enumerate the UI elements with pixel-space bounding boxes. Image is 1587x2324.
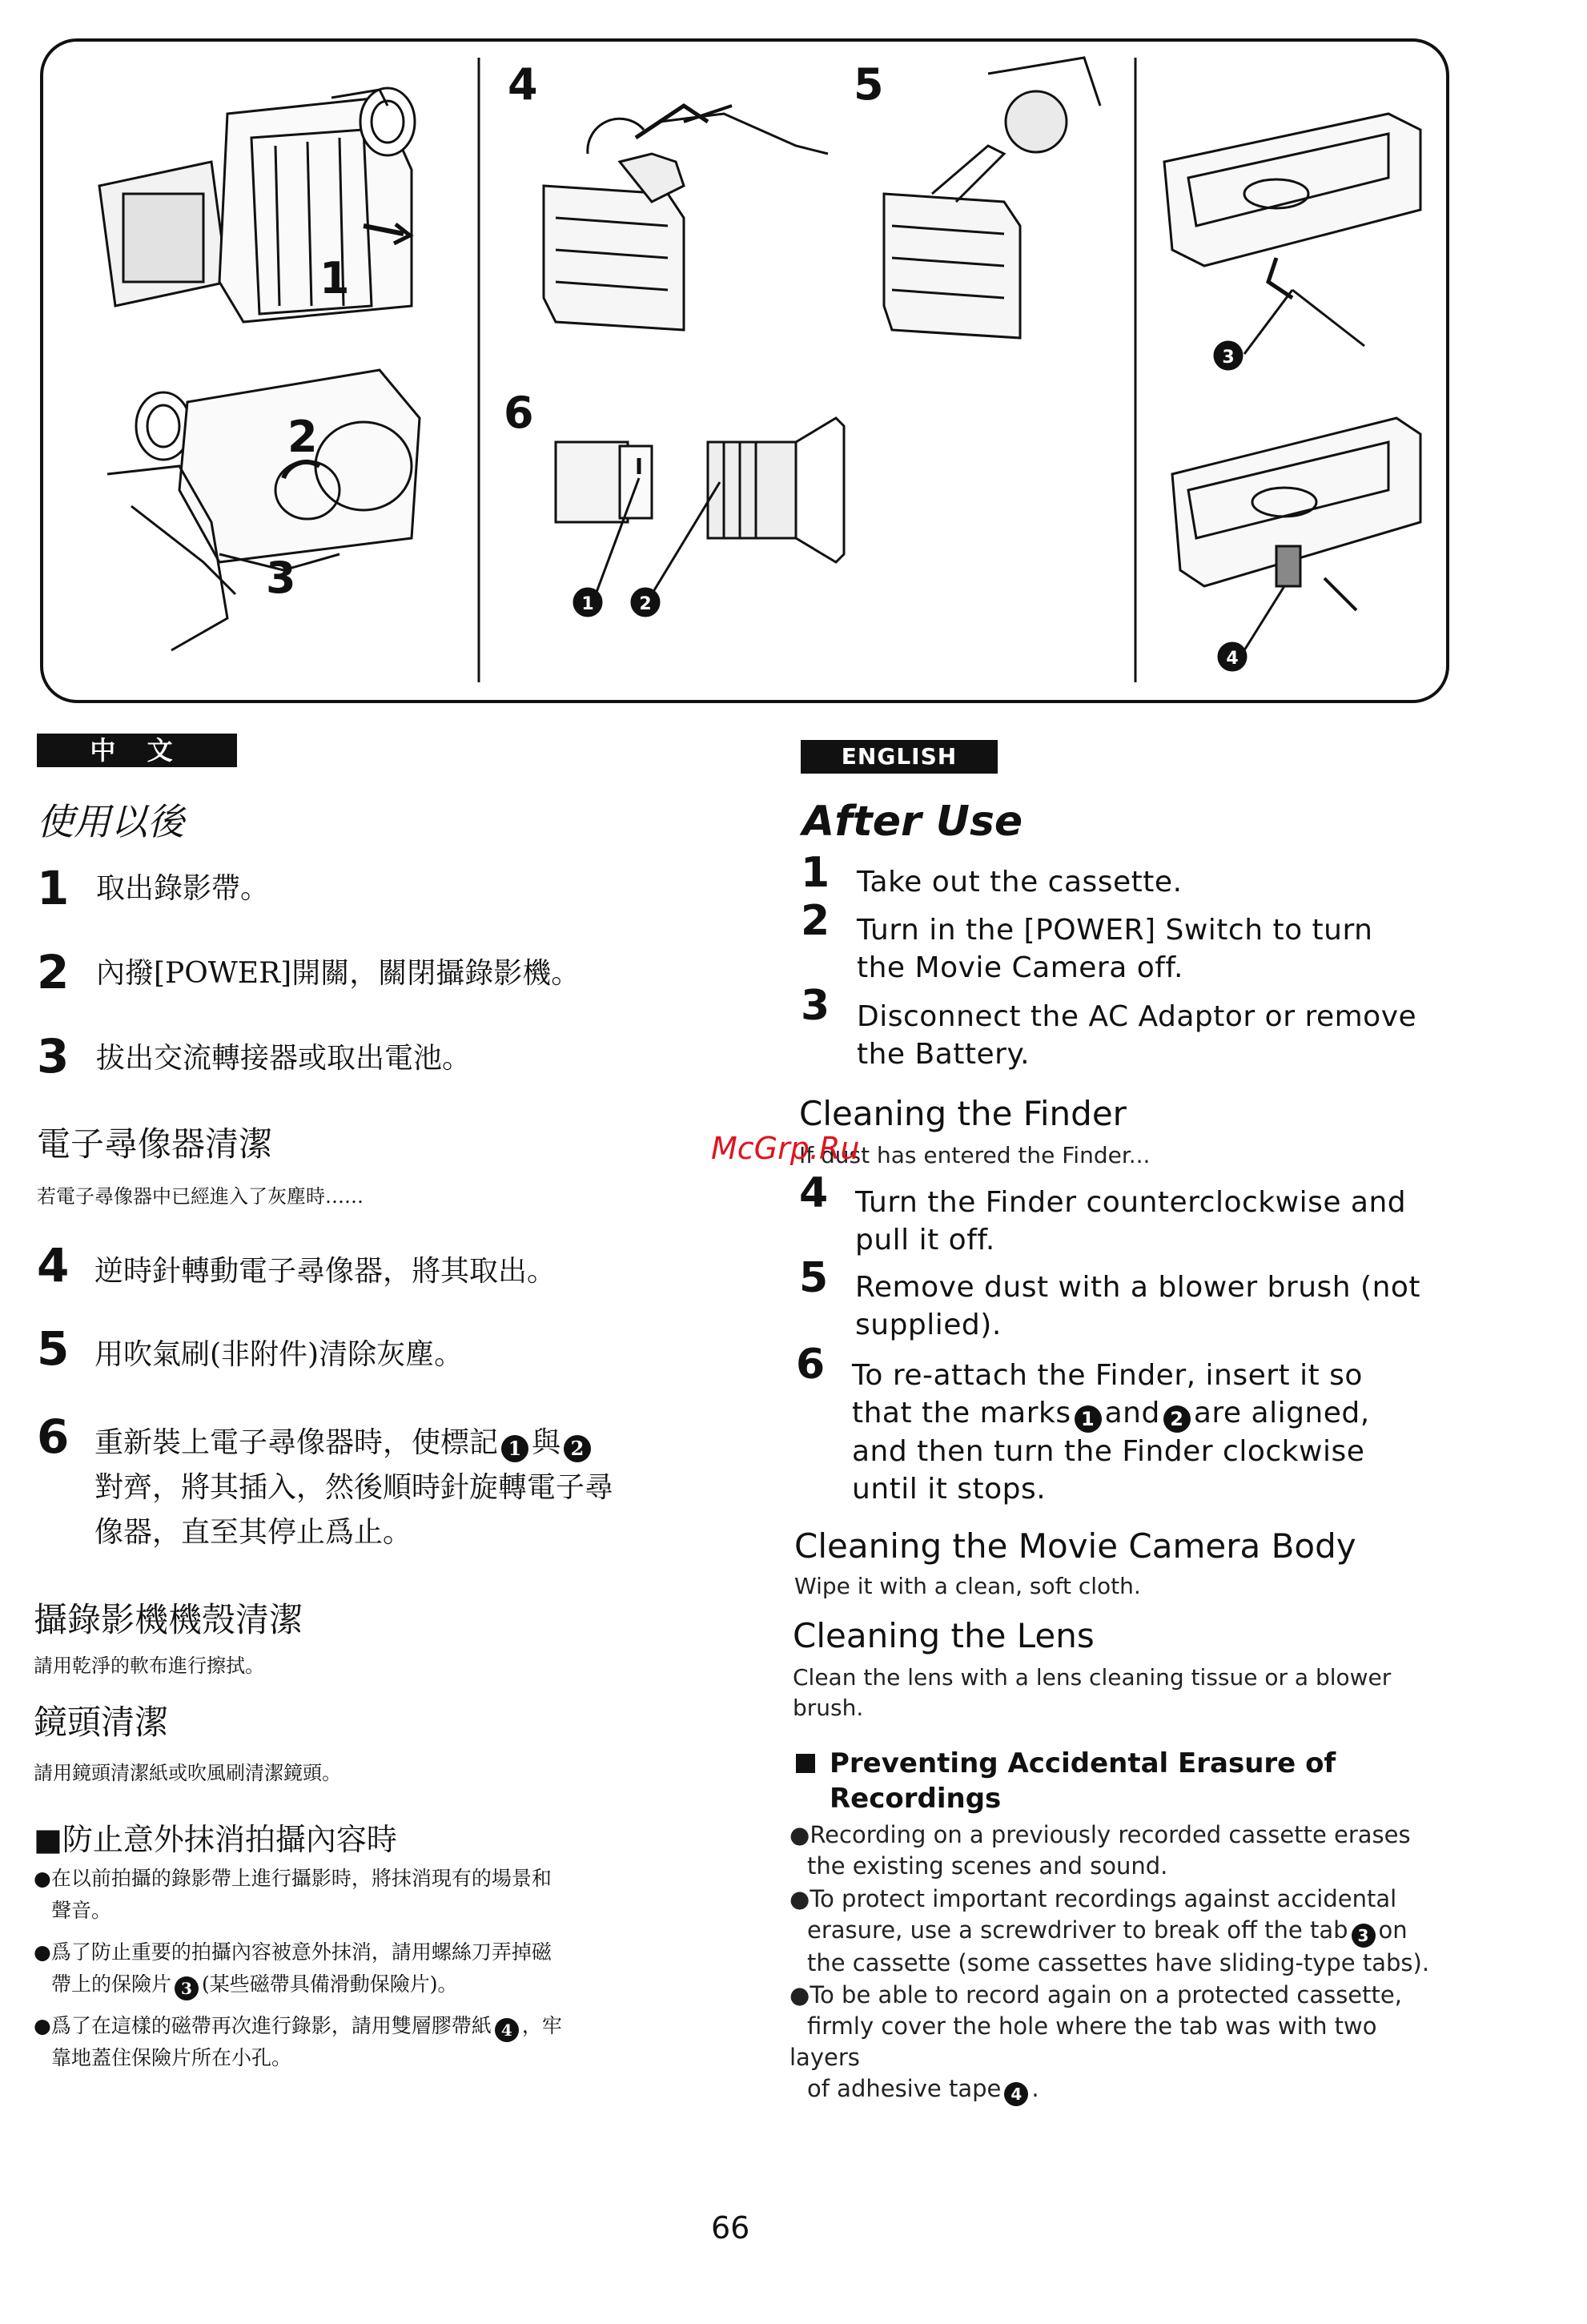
zh-finder-cleaning-title: 電子尋像器清潔 <box>37 1124 273 1164</box>
chinese-language-badge: 中 文 <box>37 734 237 767</box>
cassette-tab-illustration <box>1164 114 1420 369</box>
en-bullet-item: ●To protect important recordings against accidental erasure, use a screwdriver to break off the tab 3 on the cassette (some cassettes have sliding-type tabs). <box>789 1885 1430 1976</box>
en-body-cleaning-text: Wipe it with a clean, soft cloth. <box>794 1573 1141 1599</box>
en-body-cleaning-title: Cleaning the Movie Camera Body <box>794 1526 1356 1566</box>
figure-step-1: 1 <box>319 253 350 304</box>
zh-step-number: 2 <box>37 945 70 999</box>
finder-parts-illustration <box>556 418 844 616</box>
en-step-number: 6 <box>796 1341 826 1389</box>
en-step-text: Remove dust with a blower brush (not supplied). <box>855 1271 1421 1341</box>
en-bullet-item: ●Recording on a previously recorded cassette erases the existing scenes and sound. <box>789 1821 1411 1880</box>
watermark: McGrp.Ru <box>711 1131 860 1166</box>
zh-step-number: 6 <box>37 1409 70 1464</box>
cassette-tape-illustration <box>1172 418 1420 670</box>
page-number: 66 <box>711 2210 750 2246</box>
zh-bullet-item: ●在以前拍攝的錄影帶上進行攝影時，將抹消現有的場景和 聲音。 <box>34 1867 552 1922</box>
en-step-text: Turn the Finder counterclockwise and pull it off. <box>855 1186 1407 1256</box>
mark-1-icon: 1 <box>1075 1405 1102 1433</box>
zh-step-number: 1 <box>37 861 70 915</box>
figure-step-2: 2 <box>287 412 318 462</box>
zh-step-number: 3 <box>37 1029 70 1084</box>
en-step-text: Disconnect the AC Adaptor or remove the Battery. <box>857 1000 1417 1071</box>
zh-after-use-title: 使用以後 <box>37 800 184 843</box>
zh-step-number: 4 <box>37 1238 70 1293</box>
en-step-number: 4 <box>799 1169 829 1217</box>
zh-step-text: 取出錄影帶。 <box>96 872 270 905</box>
zh-step-text: 內撥[POWER]開關，關閉攝錄影機。 <box>96 957 581 990</box>
zh-step-text: 重新裝上電子尋像器時，使標記 1 與 2 對齊，將其插入，然後順時針旋轉電子尋 像器，直至其停止爲止。 <box>94 1426 614 1549</box>
camera-power-illustration <box>107 370 420 650</box>
zh-body-cleaning-text: 請用乾淨的軟布進行擦拭。 <box>34 1655 264 1677</box>
zh-step-number: 5 <box>37 1321 70 1376</box>
figure-step-4: 4 <box>508 59 538 110</box>
svg-text:3: 3 <box>1222 348 1235 368</box>
mark-3-icon: 3 <box>1352 1924 1376 1948</box>
zh-bullet-item: ●爲了在這樣的磁帶再次進行錄影，請用雙層膠帶紙 4 ，牢 靠地蓋住保險片所在小孔。 <box>34 2014 562 2069</box>
zh-prevent-erasure-title: ■防止意外抹消拍攝內容時 <box>34 1822 397 1857</box>
mark-4-icon: 4 <box>495 2018 519 2042</box>
en-bullet-item: ●To be able to record again on a protected cassette, firmly cover the hole where the tab was with two layers of adhesive tape 4 . <box>789 1980 1454 2106</box>
en-lens-cleaning-title: Cleaning the Lens <box>793 1616 1095 1655</box>
en-step-text: To re-attach the Finder, insert it so that the marks 1 and 2 are aligned, and then turn the Finder clockwise until it stops. <box>852 1359 1370 1506</box>
zh-body-cleaning-title: 攝錄影機機殼清潔 <box>34 1600 303 1639</box>
zh-step-text: 逆時針轉動電子尋像器，將其取出。 <box>94 1255 556 1288</box>
en-step-text: Turn in the [POWER] Switch to turn the Movie Camera off. <box>857 914 1373 984</box>
en-step-number: 5 <box>799 1254 829 1302</box>
en-step-number: 2 <box>801 897 830 945</box>
en-step-number: 1 <box>801 849 830 897</box>
en-prevent-erasure-title: Preventing Accidental Erasure of Recordings <box>830 1747 1336 1815</box>
figure-step-3: 3 <box>266 553 296 603</box>
figure-step-5: 5 <box>854 59 884 110</box>
en-step-text: Take out the cassette. <box>857 866 1183 899</box>
zh-finder-intro: 若電子尋像器中已經進入了灰塵時…… <box>37 1185 364 1208</box>
en-lens-cleaning-text: Clean the lens with a lens cleaning tissue or a blower brush. <box>793 1664 1392 1721</box>
svg-text:2: 2 <box>639 594 652 614</box>
camera-open-illustration <box>99 88 415 322</box>
illustration-drawings <box>43 42 1452 706</box>
en-finder-cleaning-title: Cleaning the Finder <box>799 1094 1127 1133</box>
zh-step-text: 用吹氣刷(非附件)清除灰塵。 <box>94 1338 464 1371</box>
mark-2-icon: 2 <box>1163 1405 1191 1433</box>
zh-lens-cleaning-text: 請用鏡頭清潔紙或吹風刷清潔鏡頭。 <box>34 1762 341 1784</box>
blower-brush-illustration <box>884 58 1100 338</box>
en-finder-intro: If dust has entered the Finder... <box>799 1142 1151 1168</box>
mark-2-icon: 2 <box>564 1435 591 1462</box>
mark-4-icon: 4 <box>1004 2082 1028 2106</box>
square-bullet-icon <box>796 1754 815 1773</box>
zh-bullet-item: ●爲了防止重要的拍攝內容被意外抹消，請用螺絲刀弄掉磁 帶上的保險片 3 (某些磁帶具備滑動保險片)。 <box>34 1936 690 2000</box>
english-language-badge: ENGLISH <box>801 740 998 774</box>
illustration-panel <box>40 38 1449 703</box>
mark-1-icon: 1 <box>501 1435 528 1462</box>
finder-removal-illustration <box>544 106 828 330</box>
en-step-number: 3 <box>801 982 830 1030</box>
mark-3-icon: 3 <box>175 1976 199 2000</box>
zh-step-text: 拔出交流轉接器或取出電池。 <box>96 1042 472 1075</box>
figure-step-6: 6 <box>504 388 534 438</box>
zh-lens-cleaning-title: 鏡頭清潔 <box>34 1703 169 1742</box>
en-after-use-title: After Use <box>802 798 1023 846</box>
svg-text:1: 1 <box>581 594 594 614</box>
svg-text:4: 4 <box>1226 649 1239 669</box>
